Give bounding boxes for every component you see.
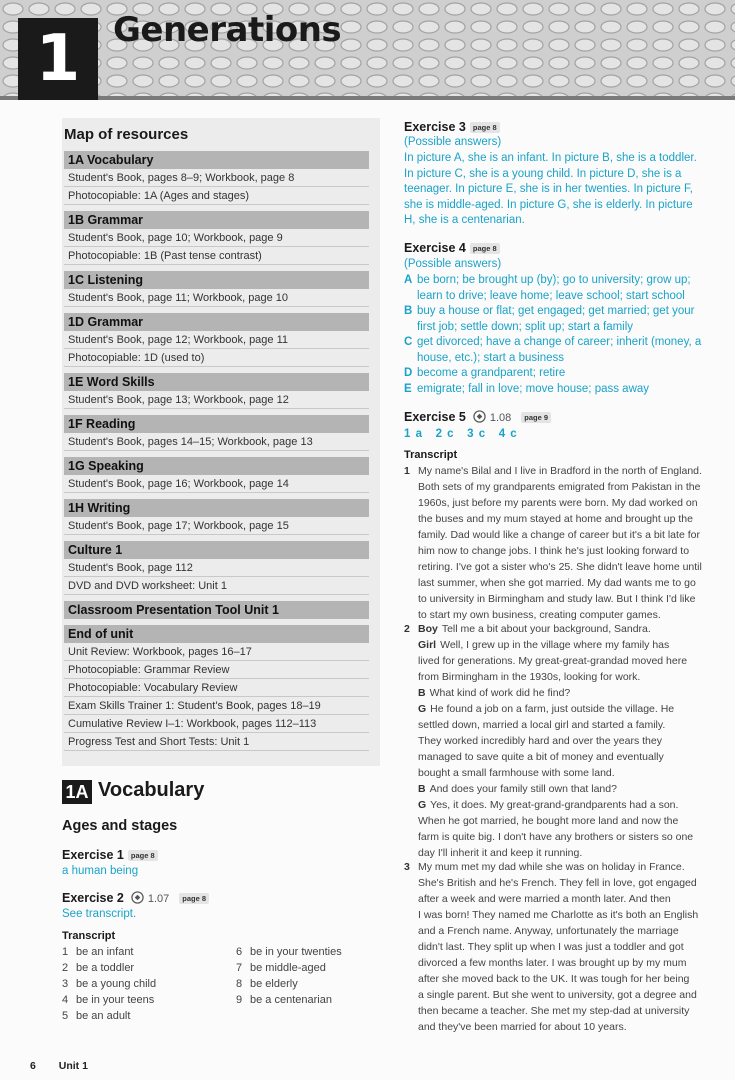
answer-letter: B xyxy=(404,305,413,317)
map-resource-row: Student's Book, page 112 xyxy=(64,559,369,577)
map-section xyxy=(64,415,369,451)
transcript-line xyxy=(404,653,722,669)
subsection-title: Ages and stages xyxy=(62,818,178,834)
item-text: be a young child xyxy=(76,978,157,990)
map-section xyxy=(64,313,369,367)
answer-letter: A xyxy=(404,274,413,286)
transcript-line: divorced a few months later. I was brought up by my mum xyxy=(418,957,687,969)
transcript-line: after a week and were married a month later. And then xyxy=(418,893,671,905)
answer-letter: D xyxy=(404,367,413,379)
transcript-title: Transcript xyxy=(404,449,458,461)
map-resource-row: Photocopiable: 1D (used to) xyxy=(64,349,369,367)
item-text: be a centenarian xyxy=(250,994,332,1006)
transcript-line: a single parent. But she went to university, got a degree and xyxy=(418,989,697,1001)
transcript-item xyxy=(62,1010,130,1022)
section-badge: 1A xyxy=(62,780,92,804)
answer-line: house, etc.); start a business xyxy=(417,351,565,364)
transcript-line xyxy=(404,701,722,717)
header-pattern xyxy=(0,0,735,100)
transcript-line: didn't last. They split up when I was just a toddler and got xyxy=(418,941,684,953)
answer-line: buy a house or flat; get engaged; get married; get your xyxy=(417,305,695,317)
transcript-line: 1960s, just before my parents were born. My dad worked on xyxy=(418,497,698,509)
transcript-line xyxy=(404,637,722,653)
exercise-2-heading: Exercise 2 1.07 page 8 xyxy=(62,891,209,905)
line-text: When he got married, he bought more land and now the xyxy=(418,815,679,827)
transcript-item xyxy=(236,994,332,1006)
transcript-item xyxy=(62,946,134,958)
transcript-line: last summer, when she got married. My dad wants me to go xyxy=(418,577,696,589)
item-number: 5 xyxy=(62,1010,69,1022)
map-resource-row: Progress Test and Short Tests: Unit 1 xyxy=(64,733,369,751)
transcript-item xyxy=(236,978,298,990)
map-section-heading: 1H Writing xyxy=(64,499,369,517)
transcript-line xyxy=(404,669,722,685)
transcript-item xyxy=(236,962,326,974)
line-text: day I'll inherit it and keep it running. xyxy=(418,847,583,859)
transcript-line xyxy=(404,829,722,845)
transcript-line: then became a teacher. She met my step-dad at university xyxy=(418,1005,690,1017)
answer-line: teenager. In picture E, she is in her twenties. In picture F, xyxy=(404,183,693,195)
exercise-4-heading: Exercise 4 page 8 xyxy=(404,241,500,255)
exercise-3-answer xyxy=(404,151,722,229)
transcript-line: and they've been married for about 10 years. xyxy=(418,1021,627,1033)
transcript-line: I was born! They named me Charlotte as it's both an English xyxy=(418,909,699,921)
exercise-1-heading: Exercise 1 page 8 xyxy=(62,848,158,862)
transcript-line xyxy=(404,621,722,637)
map-resource-row: Exam Skills Trainer 1: Student's Book, pages 18–19 xyxy=(64,697,369,715)
item-text: be elderly xyxy=(250,978,298,990)
map-resource-row: Student's Book, page 17; Workbook, page 15 xyxy=(64,517,369,535)
transcript-line: after she moved back to the UK. It was tough for her being xyxy=(418,973,690,985)
map-section xyxy=(64,499,369,535)
item-text: be an infant xyxy=(76,946,134,958)
answer-line: emigrate; fall in love; move house; pass away xyxy=(417,382,650,395)
map-section-heading: 1G Speaking xyxy=(64,457,369,475)
transcript-line xyxy=(404,765,722,781)
map-resource-row: Photocopiable: Grammar Review xyxy=(64,661,369,679)
item-text: be middle-aged xyxy=(250,962,326,974)
map-resource-row: Student's Book, page 12; Workbook, page 11 xyxy=(64,331,369,349)
map-section-heading: End of unit xyxy=(64,625,369,643)
map-resource-row: Student's Book, pages 14–15; Workbook, page 13 xyxy=(64,433,369,451)
transcript-line: She's British and he's French. They fell in love, got engaged xyxy=(418,877,697,889)
page-footer xyxy=(30,1060,88,1072)
line-text: Yes, it does. My great-grand-grandparents had a son. xyxy=(430,799,679,811)
item-number: 1 xyxy=(62,946,69,958)
map-resource-row: Student's Book, page 16; Workbook, page 14 xyxy=(64,475,369,493)
map-section-heading: 1A Vocabulary xyxy=(64,151,369,169)
transcript-line xyxy=(404,717,722,733)
item-number: 7 xyxy=(236,962,243,974)
map-section-heading: Classroom Presentation Tool Unit 1 xyxy=(64,601,369,619)
transcript-part-2 xyxy=(404,621,722,861)
answer-line: be born; be brought up (by); go to university; grow up; xyxy=(417,274,691,286)
item-number: 4 xyxy=(62,994,69,1006)
line-text: Tell me a bit about your background, Sandra. xyxy=(441,623,651,635)
item-text: be in your teens xyxy=(76,994,155,1006)
speaker-label: G xyxy=(418,703,427,715)
item-number: 2 xyxy=(62,962,69,974)
audio-cd-icon xyxy=(131,891,144,904)
speaker-label: B xyxy=(418,687,426,699)
item-number: 9 xyxy=(236,994,243,1006)
map-section xyxy=(64,625,369,751)
line-text: Well, I grew up in the village where my family has xyxy=(440,639,670,651)
transcript-line: and a French name. Anyway, unfortunately the marriage xyxy=(418,925,679,937)
map-resource-row: Photocopiable: 1A (Ages and stages) xyxy=(64,187,369,205)
item-text: be a toddler xyxy=(76,962,135,974)
transcript-line: family. Dad would like a change of career but it's a bit late for xyxy=(418,529,700,541)
exercise-5-heading: Exercise 5 1.08 page 9 xyxy=(404,410,551,424)
transcript-line xyxy=(404,797,722,813)
paragraph-number: 1 xyxy=(404,465,410,477)
line-text: He found a job on a farm, just outside the village. He xyxy=(430,703,675,715)
audio-cd-icon xyxy=(473,410,486,423)
map-resource-row: Unit Review: Workbook, pages 16–17 xyxy=(64,643,369,661)
vocab-transcript-title: Transcript xyxy=(62,930,116,942)
map-resource-row: Student's Book, page 11; Workbook, page 10 xyxy=(64,289,369,307)
answer-line: H, she is a centenarian. xyxy=(404,214,525,226)
transcript-line xyxy=(404,749,722,765)
map-section xyxy=(64,457,369,493)
transcript-item xyxy=(62,962,134,974)
speaker-label: Girl xyxy=(418,639,437,651)
transcript-line: him now to change jobs. I think he's just looking forward to xyxy=(418,545,690,557)
map-section xyxy=(64,541,369,595)
map-section-heading: 1B Grammar xyxy=(64,211,369,229)
unit-header xyxy=(0,0,735,100)
map-section xyxy=(64,211,369,265)
answer-line: get divorced; have a change of career; inherit (money, a xyxy=(417,336,702,348)
transcript-line xyxy=(404,685,722,701)
transcript-line: to university in Birmingham and study law. But I think I'd like xyxy=(418,593,696,605)
exercise-3-heading: Exercise 3 page 8 xyxy=(404,120,500,134)
line-text: What kind of work did he find? xyxy=(429,687,571,699)
line-text: They worked incredibly hard and over the years they xyxy=(418,735,662,747)
map-section-heading: 1F Reading xyxy=(64,415,369,433)
map-section xyxy=(64,271,369,307)
transcript-line: retiring. I've got a sister who's 25. She didn't leave home until xyxy=(418,561,702,573)
transcript-line: My name's Bilal and I live in Bradford in the north of England. xyxy=(418,465,702,477)
answer-item xyxy=(404,304,722,335)
answer-item xyxy=(404,273,722,304)
transcript-line xyxy=(404,733,722,749)
transcript-item xyxy=(62,978,156,990)
map-section-heading: Culture 1 xyxy=(64,541,369,559)
line-text: settled down, married a local girl and started a family. xyxy=(418,719,666,731)
transcript-line xyxy=(404,813,722,829)
page-tag: page 8 xyxy=(128,850,158,861)
transcript-line: Both sets of my grandparents emigrated from Pakistan in the xyxy=(418,481,701,493)
speaker-label: Boy xyxy=(418,623,438,635)
paragraph-number: 3 xyxy=(404,861,410,873)
answer-line: In picture A, she is an infant. In picture B, she is a toddler. xyxy=(404,152,697,164)
map-section xyxy=(64,151,369,205)
transcript-line: to start my own business, creating computer games. xyxy=(418,609,661,621)
speaker-label: G xyxy=(418,799,427,811)
map-section-heading: 1D Grammar xyxy=(64,313,369,331)
unit-number: 1 xyxy=(18,18,98,100)
transcript-part-1 xyxy=(404,463,722,623)
answer-item xyxy=(404,366,722,382)
transcript-part-3 xyxy=(404,859,722,1035)
map-resource-row: Cumulative Review I–1: Workbook, pages 112–113 xyxy=(64,715,369,733)
line-text: managed to save quite a bit of money and eventually xyxy=(418,751,664,763)
map-title: Map of resources xyxy=(64,126,189,143)
answer-line: In picture C, she is a young child. In picture D, she is a xyxy=(404,167,682,180)
answer-letter: E xyxy=(404,382,412,395)
item-text: be an adult xyxy=(76,1010,131,1022)
map-resource-row: Student's Book, page 10; Workbook, page 9 xyxy=(64,229,369,247)
map-section xyxy=(64,601,369,619)
answer-line: become a grandparent; retire xyxy=(417,367,566,379)
exercise-4-possible: (Possible answers) xyxy=(404,258,502,270)
paragraph-number: 2 xyxy=(404,623,410,635)
answer-line: she is middle-aged. In picture G, she is elderly. In picture xyxy=(404,198,693,211)
line-text: farm is quite big. I don't have any brothers or sisters so one xyxy=(418,831,694,843)
line-text: lived for generations. My great-great-grandad moved here xyxy=(418,655,688,667)
exercise-3-possible: (Possible answers) xyxy=(404,136,502,148)
line-text: from Birmingham in the 1930s, looking for work. xyxy=(418,671,641,683)
footer-unit: Unit 1 xyxy=(58,1060,88,1072)
item-number: 6 xyxy=(236,946,243,958)
map-section-heading: 1E Word Skills xyxy=(64,373,369,391)
item-number: 8 xyxy=(236,978,243,990)
answer-line: learn to drive; leave home; leave school; start school xyxy=(417,289,685,302)
transcript-line: My mum met my dad while she was on holiday in France. xyxy=(418,861,685,873)
map-resource-row: Photocopiable: 1B (Past tense contrast) xyxy=(64,247,369,265)
transcript-line: the buses and my mum stayed at home and brought up the xyxy=(418,513,693,525)
exercise-1-answer: a human being xyxy=(62,865,139,877)
speaker-label: B xyxy=(418,783,426,795)
answer-item xyxy=(404,382,722,398)
exercise-2-answer: See transcript. xyxy=(62,908,137,920)
page-number: 6 xyxy=(30,1060,36,1072)
line-text: And does your family still own that land? xyxy=(429,783,617,795)
answer-line: first job; settle down; split up; start a family xyxy=(417,320,634,333)
map-resource-row: Student's Book, page 13; Workbook, page 12 xyxy=(64,391,369,409)
line-text: bought a small farmhouse with some land. xyxy=(418,767,615,779)
answer-letter: C xyxy=(404,336,413,348)
map-resource-row: Photocopiable: Vocabulary Review xyxy=(64,679,369,697)
answer-item xyxy=(404,335,722,366)
transcript-item xyxy=(236,946,342,958)
exercise-5-answer: 1 a 2 c 3 c 4 c xyxy=(404,428,518,440)
map-resource-row: Student's Book, pages 8–9; Workbook, page 8 xyxy=(64,169,369,187)
section-title: Vocabulary xyxy=(98,779,205,801)
item-number: 3 xyxy=(62,978,69,990)
exercise-4-answer-list xyxy=(404,273,722,397)
unit-title: Generations xyxy=(113,10,342,50)
map-section-heading: 1C Listening xyxy=(64,271,369,289)
transcript-item xyxy=(62,994,154,1006)
transcript-line xyxy=(404,781,722,797)
item-text: be in your twenties xyxy=(250,946,342,958)
map-resource-row: DVD and DVD worksheet: Unit 1 xyxy=(64,577,369,595)
map-section xyxy=(64,373,369,409)
